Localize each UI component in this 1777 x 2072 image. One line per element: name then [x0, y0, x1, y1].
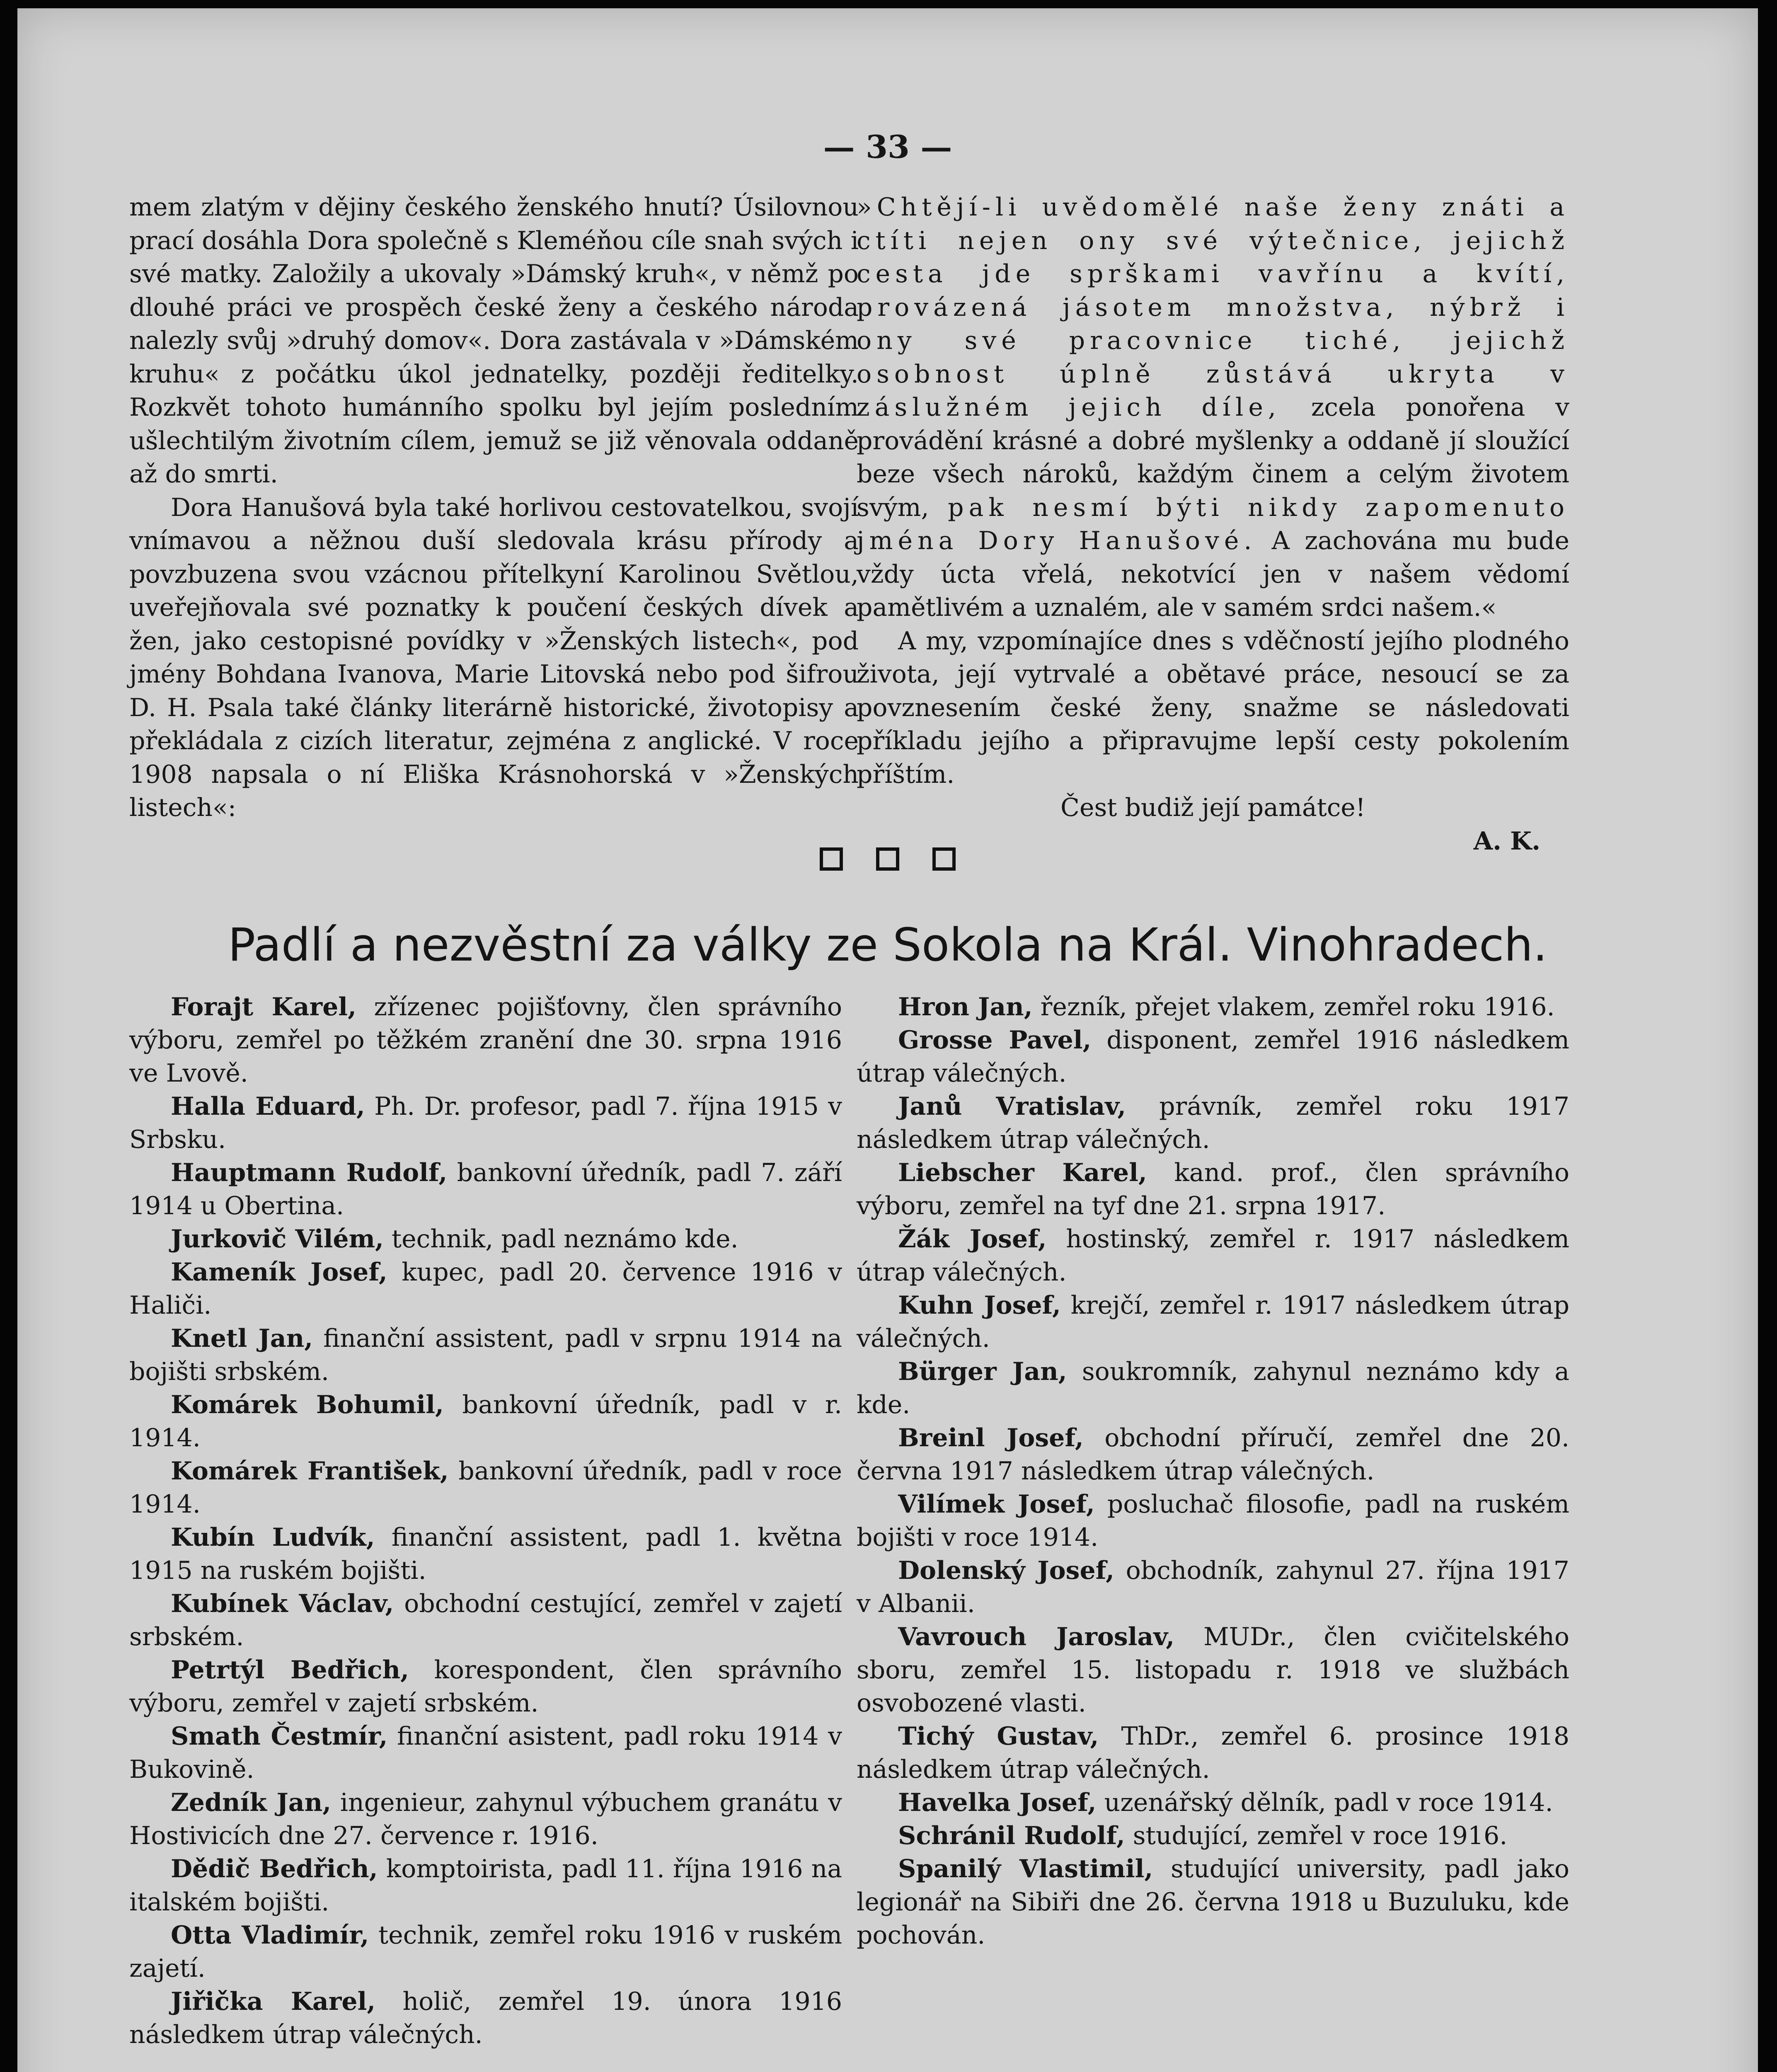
fallen-name: Kubínek Václav,: [171, 1589, 394, 1618]
fallen-description: posluchač filosofie, padl na ruském bojišti v roce 1914.: [857, 1490, 1569, 1552]
fallen-description: kupec, padl 20. července 1916 v Haliči.: [129, 1258, 843, 1320]
fallen-entry: [129, 1322, 842, 1388]
fallen-description: komptoirista, padl 11. října 1916 na italském bojišti.: [129, 1854, 843, 1917]
fallen-description: MUDr., člen cvičitelského sboru, zemřel 15. listopadu r. 1918 ve službách osvobozené vlasti.: [857, 1622, 1569, 1718]
fallen-description: obchodní příručí, zemřel dne 20. června 1917 následkem útrap válečných.: [857, 1423, 1570, 1486]
fallen-entry: [129, 1222, 842, 1256]
fallen-entry: [857, 1024, 1569, 1090]
fallen-entry: [857, 1090, 1569, 1156]
fallen-entry: [129, 990, 842, 1090]
fallen-name: Havelka Josef,: [898, 1788, 1097, 1817]
fallen-entry: [857, 1554, 1569, 1620]
fallen-name: Jurkovič Vilém,: [171, 1225, 384, 1254]
fallen-description: ThDr., zemřel 6. prosince 1918 následkem útrap válečných.: [857, 1722, 1569, 1784]
quote-paragraph: [857, 191, 1569, 625]
fallen-name: Tichý Gustav,: [898, 1722, 1099, 1751]
article-right-column: [857, 191, 1569, 858]
fallen-description: bankovní úředník, padl v r. 1914.: [129, 1390, 842, 1452]
fallen-description: Ph. Dr. profesor, padl 7. října 1915 v Srbsku.: [129, 1092, 842, 1154]
fallen-description: krejčí, zemřel r. 1917 následkem útrap válečných.: [857, 1291, 1569, 1353]
honor-line: Čest budiž její památce!: [1060, 793, 1365, 822]
fallen-name: Smath Čestmír,: [171, 1722, 388, 1751]
fallen-entry: [857, 1488, 1569, 1554]
fallen-description: studující university, padl jako legionář na Sibiři dne 26. června 1918 u Buzuluku, kde pochován.: [857, 1854, 1569, 1950]
fallen-description: ingenieur, zahynul výbuchem granátu v Hostivicích dne 27. července r. 1916.: [129, 1788, 842, 1850]
fallen-list-left: [129, 990, 842, 2051]
fallen-name: Forajt Karel,: [171, 992, 356, 1021]
fallen-name: Komárek František,: [171, 1457, 449, 1486]
fallen-entry: [857, 1156, 1569, 1222]
fallen-name: Petrtýl Bedřich,: [171, 1656, 409, 1685]
author-signature: A. K.: [1473, 826, 1540, 856]
fallen-list-right: [857, 990, 1569, 1952]
fallen-entry: [129, 1090, 842, 1156]
fallen-entry: [129, 1786, 842, 1852]
article-paragraph: A my, vzpomínajíce dnes s vděčností jejího plodného života, její vytrvalé a obětavé práce, nesoucí se za povznesením české ženy, snažme se následovati příkladu jejího a připravujme lepší cesty pokolením příštím.: [857, 626, 1569, 789]
fallen-name: Grosse Pavel,: [898, 1026, 1092, 1055]
fallen-description: řezník, přejet vlakem, zemřel roku 1916.: [1032, 992, 1555, 1021]
fallen-description: obchodník, zahynul 27. října 1917 v Albanii.: [857, 1556, 1569, 1618]
fallen-entry: [857, 1786, 1569, 1819]
article-left-column: [129, 191, 859, 825]
fallen-name: Halla Eduard,: [171, 1092, 365, 1121]
fallen-name: Dědič Bedřich,: [171, 1854, 378, 1883]
fallen-name: Bürger Jan,: [898, 1357, 1067, 1386]
fallen-description: právník, zemřel roku 1917 následkem útrap válečných.: [857, 1092, 1569, 1154]
fallen-name: Hauptmann Rudolf,: [171, 1158, 448, 1187]
fallen-name: Janů Vratislav,: [898, 1092, 1126, 1121]
fallen-entry: [129, 1455, 842, 1521]
fallen-entry: [129, 1587, 842, 1653]
fallen-name: Kuhn Josef,: [898, 1291, 1061, 1320]
fallen-entry: [129, 1653, 842, 1720]
fallen-name: Žák Josef,: [898, 1225, 1047, 1254]
fallen-entry: [129, 1156, 842, 1222]
fallen-name: Spanilý Vlastimil,: [898, 1854, 1153, 1883]
fallen-entry: [129, 1919, 842, 1985]
fallen-description: finanční assistent, padl v srpnu 1914 na bojišti srbském.: [129, 1324, 842, 1386]
fallen-entry: [129, 1720, 842, 1786]
article-paragraph: Dora Hanušová byla také horlivou cestovatelkou, svojí vnímavou a něžnou duší sledovala krásu přírody a povzbuzena svou vzácnou přítelkyní Karolinou Světlou, uveřejňovala své poznatky k poučení českých dívek a žen, jako cestopisné povídky v »Ženských listech«, pod jmény Bohdana Ivanova, Marie Litovská nebo pod šifrou D. H. Psala také články literárně historické, životopisy a překládala z cizích literatur, zejména z anglické. V roce 1908 napsala o ní Eliška Krásnohorská v »Ženských listech«:: [129, 493, 859, 822]
fallen-description: soukromník, zahynul neznámo kdy a kde.: [857, 1357, 1569, 1419]
fallen-description: holič, zemřel 19. února 1916 následkem útrap válečných.: [129, 1987, 842, 2049]
fallen-name: Komárek Bohumil,: [171, 1390, 444, 1419]
fallen-entry: [857, 1620, 1569, 1720]
fallen-name: Vavrouch Jaroslav,: [898, 1622, 1175, 1651]
quote-text: zcela ponořena v provádění krásné a dobré myšlenky a oddaně jí sloužící beze všech nároků, každým činem a celým životem svým,: [857, 393, 1570, 522]
fallen-description: bankovní úředník, padl v roce 1914.: [129, 1457, 842, 1519]
fallen-entry: [857, 1720, 1569, 1786]
divider-square-icon: [876, 847, 899, 871]
fallen-entry: [857, 1289, 1569, 1355]
fallen-description: korespondent, člen správního výboru, zemřel v zajetí srbském.: [129, 1656, 842, 1718]
fallen-name: Kameník Josef,: [171, 1258, 387, 1287]
fallen-entry: [857, 1819, 1569, 1852]
fallen-description: obchodní cestující, zemřel v zajetí srbském.: [129, 1589, 842, 1651]
fallen-name: Otta Vladimír,: [171, 1921, 369, 1950]
quote-emphasis: »Chtějí-li uvědomělé naše ženy znáti a ctíti nejen ony své výtečnice, jejichž cesta jde sprškami vavřínu a kvítí, provázená jásotem množstva, nýbrž i ony své pracovnice tiché, jejichž osobnost úplně zůstává ukryta v záslužném jejich díle,: [857, 193, 1569, 422]
section-divider: [17, 847, 1758, 872]
page-paper: [17, 8, 1758, 2072]
fallen-description: disponent, zemřel 1916 následkem útrap válečných.: [857, 1026, 1569, 1088]
fallen-description: finanční assistent, padl 1. května 1915 na ruském bojišti.: [129, 1523, 842, 1585]
fallen-description: kand. prof., člen správního výboru, zemřel na tyf dne 21. srpna 1917.: [857, 1158, 1569, 1220]
fallen-description: finanční asistent, padl roku 1914 v Bukovině.: [129, 1722, 843, 1784]
fallen-entry: [857, 1852, 1569, 1952]
fallen-entry: [129, 1388, 842, 1455]
fallen-entry: [129, 1521, 842, 1587]
fallen-entry: [857, 1355, 1569, 1421]
fallen-description: zřízenec pojišťovny, člen správního výboru, zemřel po těžkém zranění dne 30. srpna 1916 ve Lvově.: [129, 992, 842, 1088]
fallen-entry: [129, 1985, 842, 2051]
fallen-entry: [129, 1852, 842, 1919]
fallen-entry: [857, 1222, 1569, 1289]
fallen-description: uzenářský dělník, padl v roce 1914.: [1096, 1788, 1553, 1817]
fallen-name: Hron Jan,: [898, 992, 1033, 1021]
page-number: — 33 —: [823, 128, 952, 165]
fallen-entry: [857, 990, 1569, 1024]
quote-text: A zachována mu bude vždy úcta vřelá, nekotvící jen v našem vědomí pamětlivém a uznalém, ale v samém srdci našem.«: [857, 526, 1569, 622]
fallen-name: Breinl Josef,: [898, 1423, 1084, 1452]
fallen-description: studující, zemřel v roce 1916.: [1125, 1821, 1508, 1850]
fallen-name: Schránil Rudolf,: [898, 1821, 1125, 1850]
fallen-entry: [857, 1421, 1569, 1488]
section-headline: Padlí a nezvěstní za války ze Sokola na Král. Vinohradech.: [228, 918, 1547, 971]
fallen-description: bankovní úředník, padl 7. září 1914 u Obertina.: [129, 1158, 842, 1220]
fallen-name: Zedník Jan,: [171, 1788, 332, 1817]
fallen-name: Knetl Jan,: [171, 1324, 313, 1353]
fallen-name: Liebscher Karel,: [898, 1158, 1147, 1187]
fallen-name: Vilímek Josef,: [898, 1490, 1095, 1519]
fallen-name: Dolenský Josef,: [898, 1556, 1115, 1585]
fallen-entry: [129, 1256, 842, 1322]
fallen-description: technik, padl neznámo kde.: [383, 1225, 738, 1254]
article-paragraph: mem zlatým v dějiny českého ženského hnutí? Úsilovnou prací dosáhla Dora společně s Kleméňou cíle snah svých i své matky. Založily a ukovaly »Dámský kruh«, v němž po dlouhé práci ve prospěch české ženy a českého národa nalezly svůj »druhý domov«. Dora zastávala v »Dámském kruhu« z počátku úkol jednatelky, později ředitelky. Rozkvět tohoto humánního spolku byl jejím posledním ušlechtilým životním cílem, jemuž se již věnovala oddaně až do smrti.: [129, 193, 859, 489]
divider-square-icon: [932, 847, 956, 871]
quote-emphasis: pak nesmí býti nikdy zapomenuto jména Dory Hanušové.: [857, 493, 1569, 555]
fallen-description: technik, zemřel roku 1916 v ruském zajetí.: [129, 1921, 842, 1983]
divider-square-icon: [820, 847, 843, 871]
fallen-name: Jiřička Karel,: [171, 1987, 376, 2016]
fallen-name: Kubín Ludvík,: [171, 1523, 375, 1552]
fallen-description: hostinský, zemřel r. 1917 následkem útrap válečných.: [857, 1225, 1569, 1287]
